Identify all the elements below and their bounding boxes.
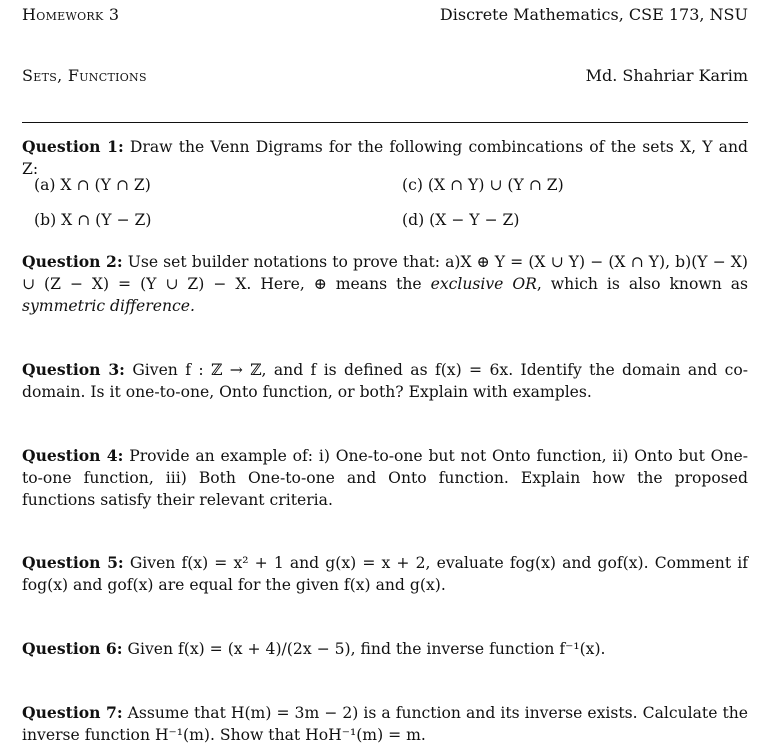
emphasis-text: exclusive OR [430,275,537,293]
question-label: Question 4: [22,446,124,465]
question-label: Question 1: [22,137,124,156]
question-label: Question 2: [22,252,123,271]
question-text: Given f(x) = (x + 4)/(2x − 5), find the inverse function f⁻¹(x). [127,640,606,658]
question-text: Provide an example of: i) One-to-one but not Onto function, ii) Onto but One-to-one function, iii) Both One-to-one and Onto function. Explain how the proposed functions satisfy their relevant criteria. [22,447,748,509]
question-2 [22,251,748,317]
topic-title: Sets, Functions [22,66,147,85]
question-4 [22,445,748,511]
question-5 [22,552,748,596]
question-1 [22,136,748,180]
question-1-part-b: (b) X ∩ (Y − Z) [34,211,152,229]
question-label: Question 5: [22,553,124,572]
question-text-cont: , which is also known as [536,275,749,293]
homework-number: Homework 3 [22,5,120,24]
header-divider [22,122,748,123]
question-text: Given f(x) = x² + 1 and g(x) = x + 2, evaluate fog(x) and gof(x). Comment if fog(x) and gof(x) are equal for the given f(x) and g(x). [22,554,748,594]
question-label: Question 7: [22,703,123,722]
question-label: Question 3: [22,360,125,379]
course-title: Discrete Mathematics, CSE 173, NSU [439,5,748,24]
question-text: Given f : ℤ → ℤ, and f is defined as f(x) = 6x. Identify the domain and co-domain. Is it one-to-one, Onto function, or both? Explain with examples. [22,361,748,401]
question-3 [22,359,748,403]
question-6 [22,638,748,660]
question-1-part-c: (c) (X ∩ Y) ∪ (Y ∩ Z) [402,176,564,194]
instructor-name: Md. Shahriar Karim [585,66,748,85]
question-7 [22,702,748,746]
question-text: Assume that H(m) = 3m − 2) is a function and its inverse exists. Calculate the inverse function H⁻¹(m). Show that HoH⁻¹(m) = m. [22,704,748,744]
question-label: Question 6: [22,639,123,658]
question-text: Use set builder notations to prove that: a)X ⊕ Y = (X ∪ Y) − (X ∩ Y), b)(Y − X) ∪ (Z − X) = (Y ∪ Z) − X. Here, ⊕ means the [22,253,748,293]
question-1-part-a: (a) X ∩ (Y ∩ Z) [34,176,151,194]
question-1-part-d: (d) (X − Y − Z) [402,211,520,229]
emphasis-text: symmetric difference. [22,297,195,315]
question-text: Draw the Venn Digrams for the following combincations of the sets X, Y and Z: [22,138,748,178]
